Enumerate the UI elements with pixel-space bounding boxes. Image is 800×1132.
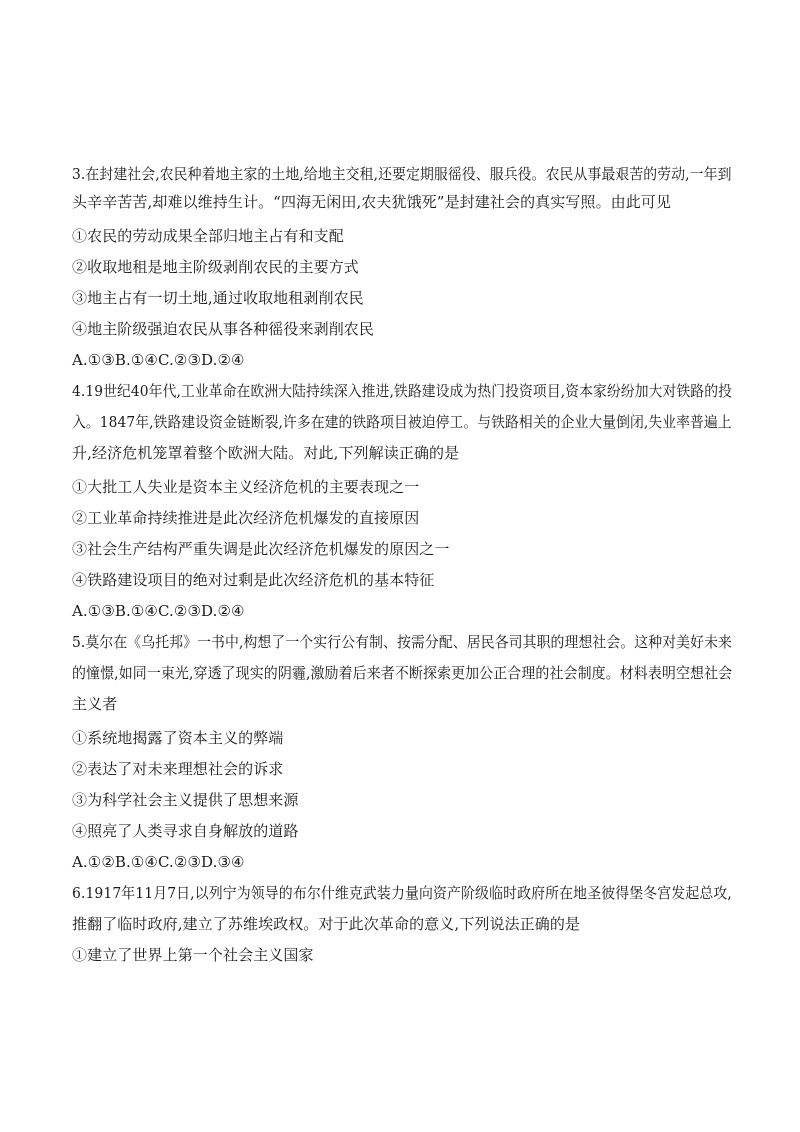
question-6-stem-line-2: 推翻了临时政府,建立了苏维埃政权。对于此次革命的意义,下列说法正确的是 — [72, 915, 581, 933]
question-4-option-3: ③社会生产结构严重失调是此次经济危机爆发的原因之一 — [72, 540, 450, 558]
question-4-stem-line-2: 入。1847年,铁路建设资金链断裂,许多在建的铁路项目被迫停工。与铁路相关的企业大量倒闭,失业率普遍上 — [72, 413, 732, 431]
question-4-option-2: ②工业革命持续推进是此次经济危机爆发的直接原因 — [72, 509, 420, 527]
question-3-option-1: ①农民的劳动成果全部归地主占有和支配 — [72, 227, 344, 245]
question-5-option-1: ①系统地揭露了资本主义的弊端 — [72, 729, 284, 747]
question-3-choices: A.①③B.①④C.②③D.②④ — [72, 351, 245, 369]
question-4-option-1: ①大批工人失业是资本主义经济危机的主要表现之一 — [72, 478, 420, 496]
question-4-stem-line-1: 4.19世纪40年代,工业革命在欧洲大陆持续深入推进,铁路建设成为热门投资项目,资本家纷纷加大对铁路的投 — [72, 382, 732, 400]
question-5-choices: A.①②B.①④C.②③D.③④ — [72, 853, 245, 871]
question-4-stem-line-3: 升,经济危机笼罩着整个欧洲大陆。对此,下列解读正确的是 — [72, 444, 460, 462]
question-5-stem-line-2: 的憧憬,如同一束光,穿透了现实的阴霾,激励着后来者不断探索更加公正合理的社会制度。材料表明空想社会 — [72, 664, 733, 682]
question-6-stem-line-1: 6.1917年11月7日,以列宁为领导的布尔什维克武装力量向资产阶级临时政府所在地圣彼得堡冬宫发起总攻, — [72, 884, 732, 902]
question-5-option-3: ③为科学社会主义提供了思想来源 — [72, 791, 299, 809]
question-3-option-3: ③地主占有一切土地,通过收取地租剥削农民 — [72, 289, 364, 307]
question-5-stem-line-3: 主义者 — [72, 695, 118, 713]
question-4-option-4: ④铁路建设项目的绝对过剩是此次经济危机的基本特征 — [72, 571, 435, 589]
question-3-option-2: ②收取地租是地主阶级剥削农民的主要方式 — [72, 258, 359, 276]
question-3-stem-line-2: 头辛辛苦苦,却难以维持生计。“四海无闲田,农夫犹饿死”是封建社会的真实写照。由此可见 — [72, 193, 672, 211]
question-3-option-4: ④地主阶级强迫农民从事各种徭役来剥削农民 — [72, 320, 375, 338]
question-5-stem-line-1: 5.莫尔在《乌托邦》一书中,构想了一个实行公有制、按需分配、居民各司其职的理想社会。这种对美好未来 — [72, 633, 733, 651]
question-6-option-1: ①建立了世界上第一个社会主义国家 — [72, 946, 314, 964]
question-3-stem-line-1: 3.在封建社会,农民种着地主家的土地,给地主交租,还要定期服徭役、服兵役。农民从事最艰苦的劳动,一年到 — [72, 165, 732, 183]
question-4-choices: A.①③B.①④C.②③D.②④ — [72, 602, 245, 620]
question-5-option-4: ④照亮了人类寻求自身解放的道路 — [72, 822, 299, 840]
question-5-option-2: ②表达了对未来理想社会的诉求 — [72, 760, 284, 778]
